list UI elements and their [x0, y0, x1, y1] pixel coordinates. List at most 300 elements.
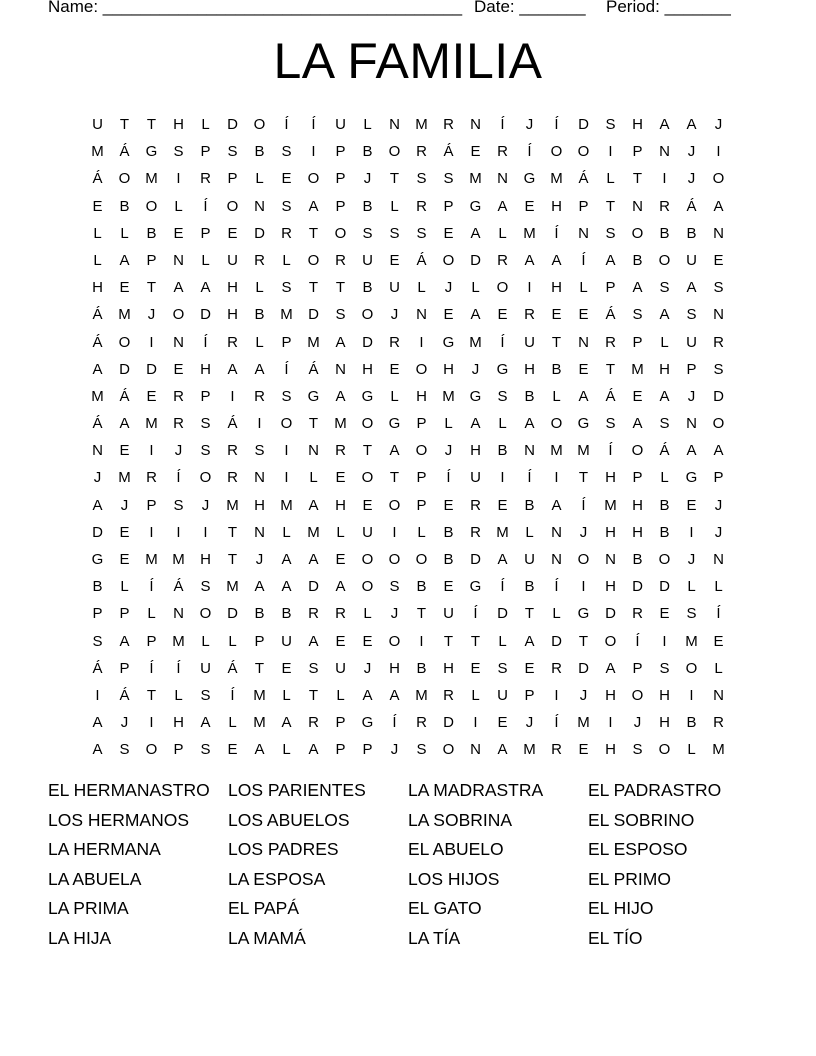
grid-letter: O [361, 415, 374, 433]
grid-letter: Á [173, 578, 184, 596]
grid-letter: B [254, 605, 265, 623]
grid-letter: H [605, 523, 616, 541]
grid-letter: R [227, 469, 238, 487]
grid-letter: H [173, 116, 184, 133]
grid-letter: S [308, 659, 319, 677]
grid-letter: A [524, 251, 535, 269]
grid-letter: L [498, 415, 507, 433]
grid-letter: D [308, 306, 319, 324]
word-list-item: LA ESPOSA [228, 868, 326, 889]
grid-letter: O [442, 251, 455, 269]
grid-letter: O [415, 551, 428, 568]
grid-letter: I [716, 143, 721, 161]
grid-letter: P [524, 686, 535, 704]
grid-letter: B [92, 578, 103, 596]
grid-letter: I [392, 523, 397, 541]
grid-letter: M [550, 170, 563, 188]
grid-letter: D [146, 360, 157, 378]
grid-letter: S [281, 143, 292, 161]
word-list-item: LA MAMÁ [228, 927, 306, 948]
grid-letter: L [93, 224, 102, 242]
grid-letter: N [335, 360, 346, 378]
grid-letter: U [686, 333, 697, 351]
grid-letter: T [578, 469, 589, 487]
grid-letter: Í [608, 442, 613, 460]
grid-letter: S [389, 578, 400, 596]
grid-letter: L [255, 279, 264, 297]
grid-letter: M [145, 415, 158, 433]
grid-letter: B [659, 496, 670, 514]
date-field[interactable]: Date: _______ [474, 0, 586, 16]
grid-letter: D [470, 551, 481, 568]
grid-letter: J [525, 714, 534, 732]
grid-letter: H [173, 714, 184, 732]
grid-letter: M [91, 387, 104, 405]
grid-letter: J [201, 496, 210, 514]
grid-letter: N [254, 197, 265, 215]
grid-letter: Í [284, 116, 289, 133]
grid-letter: I [230, 387, 235, 405]
grid-letter: Á [92, 306, 103, 324]
word-list-item: LOS HERMANOS [48, 809, 189, 830]
word-list-item: LA PRIMA [48, 898, 129, 919]
grid-letter: P [362, 741, 373, 759]
grid-letter: M [442, 387, 455, 405]
grid-letter: A [524, 632, 535, 650]
grid-letter: M [253, 686, 266, 704]
grid-letter: Í [446, 469, 451, 487]
grid-letter: A [659, 387, 670, 405]
grid-letter: J [687, 551, 696, 568]
grid-letter: J [714, 523, 723, 541]
grid-letter: O [712, 170, 725, 188]
grid-letter: B [362, 143, 373, 161]
grid-letter: L [714, 578, 723, 596]
grid-letter: T [470, 632, 481, 650]
grid-letter: G [577, 605, 590, 623]
grid-letter: A [686, 279, 697, 297]
grid-letter: P [632, 469, 643, 487]
grid-letter: J [687, 143, 696, 161]
grid-letter: P [335, 714, 346, 732]
grid-letter: S [281, 387, 292, 405]
grid-letter: E [713, 251, 724, 269]
grid-letter: I [176, 170, 181, 188]
grid-letter: Á [92, 170, 103, 188]
grid-letter: O [388, 551, 401, 568]
grid-letter: A [335, 387, 346, 405]
grid-letter: H [200, 360, 211, 378]
grid-letter: M [280, 306, 293, 324]
word-list-item: EL TÍO [588, 927, 643, 948]
grid-letter: Á [659, 442, 670, 460]
grid-letter: T [443, 632, 454, 650]
word-list-item: EL PAPÁ [228, 898, 300, 919]
grid-letter: B [416, 578, 427, 596]
grid-letter: E [497, 714, 508, 732]
grid-letter: J [687, 387, 696, 405]
grid-letter: S [254, 442, 265, 460]
grid-letter: S [200, 578, 211, 596]
grid-letter: A [497, 551, 508, 568]
grid-letter: Á [227, 659, 238, 677]
grid-letter: E [578, 306, 589, 324]
grid-letter: S [686, 605, 697, 623]
grid-letter: L [606, 170, 615, 188]
grid-letter: O [388, 496, 401, 514]
grid-letter: E [335, 632, 346, 650]
grid-letter: P [335, 170, 346, 188]
grid-letter: M [145, 551, 158, 568]
grid-letter: B [686, 224, 697, 242]
grid-letter: D [308, 578, 319, 596]
grid-letter: Í [554, 714, 559, 732]
grid-letter: L [471, 279, 480, 297]
grid-letter: E [389, 360, 400, 378]
grid-letter: L [687, 741, 696, 759]
grid-letter: A [173, 279, 184, 297]
grid-letter: E [470, 659, 481, 677]
grid-letter: O [442, 741, 455, 759]
grid-letter: H [227, 279, 238, 297]
grid-letter: R [659, 197, 670, 215]
grid-letter: B [551, 360, 562, 378]
grid-letter: L [282, 523, 291, 541]
grid-letter: N [308, 442, 319, 460]
grid-letter: S [200, 741, 211, 759]
grid-letter: E [551, 306, 562, 324]
grid-letter: E [443, 578, 454, 596]
word-list-item: LOS PADRES [228, 839, 339, 860]
grid-letter: A [119, 415, 130, 433]
grid-letter: U [389, 279, 400, 297]
grid-letter: L [363, 605, 372, 623]
grid-letter: S [686, 306, 697, 324]
grid-letter: A [281, 551, 292, 568]
grid-letter: R [497, 251, 508, 269]
grid-letter: G [91, 551, 104, 568]
grid-letter: B [119, 197, 130, 215]
grid-letter: Í [500, 333, 505, 351]
grid-letter: R [200, 170, 211, 188]
grid-letter: M [712, 741, 725, 759]
grid-letter: O [604, 632, 617, 650]
grid-letter: A [308, 741, 319, 759]
grid-letter: A [254, 360, 265, 378]
grid-letter: L [390, 197, 399, 215]
grid-letter: L [309, 469, 318, 487]
grid-letter: R [443, 116, 454, 133]
grid-letter: S [200, 415, 211, 433]
grid-letter: O [550, 415, 563, 433]
grid-letter: S [659, 415, 670, 433]
grid-letter: Á [119, 686, 130, 704]
grid-letter: O [712, 415, 725, 433]
grid-letter: P [443, 197, 454, 215]
grid-letter: O [145, 741, 158, 759]
grid-letter: S [605, 116, 616, 133]
grid-letter: H [254, 496, 265, 514]
word-list-item: LA HIJA [48, 927, 112, 948]
grid-letter: H [335, 496, 346, 514]
grid-letter: M [685, 632, 698, 650]
grid-letter: Í [581, 496, 586, 514]
grid-letter: U [497, 686, 508, 704]
grid-letter: J [174, 442, 183, 460]
grid-letter: L [120, 224, 129, 242]
grid-letter: I [662, 632, 667, 650]
grid-letter: H [524, 360, 535, 378]
grid-letter: R [416, 714, 427, 732]
grid-letter: M [577, 442, 590, 460]
grid-letter: E [173, 224, 184, 242]
grid-letter: O [118, 333, 131, 351]
grid-letter: M [91, 143, 104, 161]
grid-letter: H [551, 279, 562, 297]
grid-letter: A [659, 116, 670, 133]
grid-letter: O [280, 415, 293, 433]
grid-letter: J [390, 741, 399, 759]
grid-letter: Í [554, 224, 559, 242]
grid-letter: R [308, 605, 319, 623]
grid-letter: Í [149, 659, 154, 677]
grid-letter: E [443, 224, 454, 242]
grid-letter: A [497, 741, 508, 759]
grid-letter: B [632, 551, 643, 568]
grid-letter: A [92, 741, 103, 759]
grid-letter: J [633, 714, 642, 732]
grid-letter: A [308, 551, 319, 568]
grid-letter: P [146, 496, 157, 514]
word-list-item: LOS HIJOS [408, 868, 500, 889]
grid-letter: D [443, 714, 454, 732]
grid-letter: L [660, 469, 669, 487]
grid-letter: J [147, 306, 156, 324]
name-field[interactable]: Name: ______________________________________ [48, 0, 463, 16]
grid-letter: N [578, 224, 589, 242]
grid-letter: U [362, 251, 373, 269]
grid-letter: L [714, 659, 723, 677]
grid-letter: A [200, 714, 211, 732]
grid-letter: B [281, 605, 292, 623]
grid-letter: M [253, 714, 266, 732]
grid-letter: O [307, 251, 320, 269]
grid-letter: M [226, 578, 239, 596]
grid-letter: O [226, 197, 239, 215]
grid-letter: E [119, 523, 130, 541]
grid-letter: O [361, 551, 374, 568]
grid-letter: S [362, 224, 373, 242]
grid-letter: B [254, 306, 265, 324]
grid-letter: B [524, 496, 535, 514]
grid-letter: E [686, 496, 697, 514]
grid-letter: T [551, 333, 562, 351]
grid-letter: B [659, 224, 670, 242]
grid-letter: G [361, 714, 374, 732]
grid-letter: T [416, 605, 427, 623]
grid-letter: N [470, 116, 481, 133]
grid-letter: E [362, 632, 373, 650]
grid-letter: U [470, 469, 481, 487]
period-field[interactable]: Period: _______ [606, 0, 731, 16]
grid-letter: H [470, 442, 481, 460]
grid-letter: J [120, 496, 129, 514]
grid-letter: G [307, 387, 320, 405]
grid-letter: H [605, 578, 616, 596]
grid-letter: S [281, 197, 292, 215]
grid-letter: S [605, 224, 616, 242]
grid-letter: O [361, 306, 374, 324]
grid-letter: N [254, 523, 265, 541]
grid-letter: A [632, 279, 643, 297]
grid-letter: N [686, 415, 697, 433]
grid-letter: E [443, 496, 454, 514]
grid-letter: B [362, 279, 373, 297]
grid-letter: Í [203, 333, 208, 351]
grid-letter: R [551, 659, 562, 677]
grid-letter: S [200, 686, 211, 704]
grid-letter: S [659, 279, 670, 297]
grid-letter: B [524, 387, 535, 405]
grid-letter: O [199, 605, 212, 623]
grid-letter: R [254, 251, 265, 269]
grid-letter: R [443, 686, 454, 704]
grid-letter: R [281, 224, 292, 242]
grid-letter: B [443, 551, 454, 568]
word-list-item: LA MADRASTRA [408, 780, 544, 800]
grid-letter: P [416, 469, 427, 487]
grid-letter: Í [176, 659, 181, 677]
grid-letter: A [551, 251, 562, 269]
grid-letter: U [92, 116, 103, 133]
grid-letter: L [174, 197, 183, 215]
grid-letter: O [334, 224, 347, 242]
grid-letter: A [254, 741, 265, 759]
grid-letter: D [119, 360, 130, 378]
grid-letter: A [686, 116, 697, 133]
grid-letter: O [658, 551, 671, 568]
grid-letter: R [173, 387, 184, 405]
grid-letter: Í [527, 469, 532, 487]
grid-letter: S [281, 279, 292, 297]
grid-letter: N [551, 551, 562, 568]
grid-letter: I [284, 442, 289, 460]
grid-letter: S [335, 306, 346, 324]
grid-letter: I [149, 714, 154, 732]
grid-letter: E [497, 496, 508, 514]
grid-letter: M [469, 333, 482, 351]
grid-letter: D [605, 605, 616, 623]
grid-letter: E [497, 306, 508, 324]
grid-letter: O [145, 197, 158, 215]
grid-letter: M [172, 551, 185, 568]
grid-letter: Á [92, 415, 103, 433]
grid-letter: L [201, 251, 210, 269]
grid-letter: D [713, 387, 724, 405]
word-list-item: EL PADRASTRO [588, 780, 722, 800]
grid-letter: Í [527, 143, 532, 161]
grid-letter: O [658, 741, 671, 759]
grid-letter: I [419, 333, 424, 351]
grid-letter: L [471, 686, 480, 704]
grid-letter: U [686, 251, 697, 269]
grid-letter: P [632, 143, 643, 161]
grid-letter: H [443, 360, 454, 378]
grid-letter: H [632, 496, 643, 514]
grid-letter: Á [416, 251, 427, 269]
grid-letter: E [227, 741, 238, 759]
grid-letter: E [281, 170, 292, 188]
grid-letter: N [632, 197, 643, 215]
grid-letter: H [659, 686, 670, 704]
grid-letter: A [497, 197, 508, 215]
grid-letter: D [200, 306, 211, 324]
grid-letter: L [498, 632, 507, 650]
grid-letter: L [255, 170, 264, 188]
word-list-item: LOS ABUELOS [228, 809, 350, 830]
grid-letter: O [550, 143, 563, 161]
grid-letter: M [307, 333, 320, 351]
grid-letter: S [659, 659, 670, 677]
grid-letter: P [92, 605, 103, 623]
grid-letter: M [226, 496, 239, 514]
grid-letter: A [308, 632, 319, 650]
grid-letter: N [524, 442, 535, 460]
grid-letter: O [118, 170, 131, 188]
grid-letter: S [632, 741, 643, 759]
grid-letter: H [659, 360, 670, 378]
grid-letter: R [632, 605, 643, 623]
grid-letter: A [389, 442, 400, 460]
grid-letter: G [145, 143, 158, 161]
grid-letter: N [713, 306, 724, 324]
grid-letter: D [578, 659, 589, 677]
grid-letter: T [308, 224, 319, 242]
grid-letter: I [419, 632, 424, 650]
grid-letter: A [578, 387, 589, 405]
grid-letter: S [92, 632, 103, 650]
grid-letter: A [92, 360, 103, 378]
grid-letter: D [92, 523, 103, 541]
grid-letter: L [282, 251, 291, 269]
grid-letter: M [631, 360, 644, 378]
grid-letter: A [335, 578, 346, 596]
grid-letter: O [631, 686, 644, 704]
grid-letter: S [173, 496, 184, 514]
grid-letter: I [608, 143, 613, 161]
grid-letter: J [714, 496, 723, 514]
grid-letter: E [335, 551, 346, 568]
grid-letter: D [227, 605, 238, 623]
grid-letter: P [578, 197, 589, 215]
grid-letter: L [228, 632, 237, 650]
grid-letter: J [93, 469, 102, 487]
grid-letter: L [93, 251, 102, 269]
grid-letter: L [444, 415, 453, 433]
grid-letter: T [632, 170, 643, 188]
grid-letter: Í [230, 686, 235, 704]
grid-letter: T [389, 170, 400, 188]
grid-letter: S [416, 170, 427, 188]
grid-letter: R [227, 333, 238, 351]
grid-letter: A [470, 415, 481, 433]
grid-letter: T [146, 686, 157, 704]
grid-letter: S [416, 224, 427, 242]
grid-letter: E [578, 741, 589, 759]
word-list-item: LA HERMANA [48, 839, 161, 860]
grid-letter: O [496, 279, 509, 297]
grid-letter: Í [554, 116, 559, 133]
